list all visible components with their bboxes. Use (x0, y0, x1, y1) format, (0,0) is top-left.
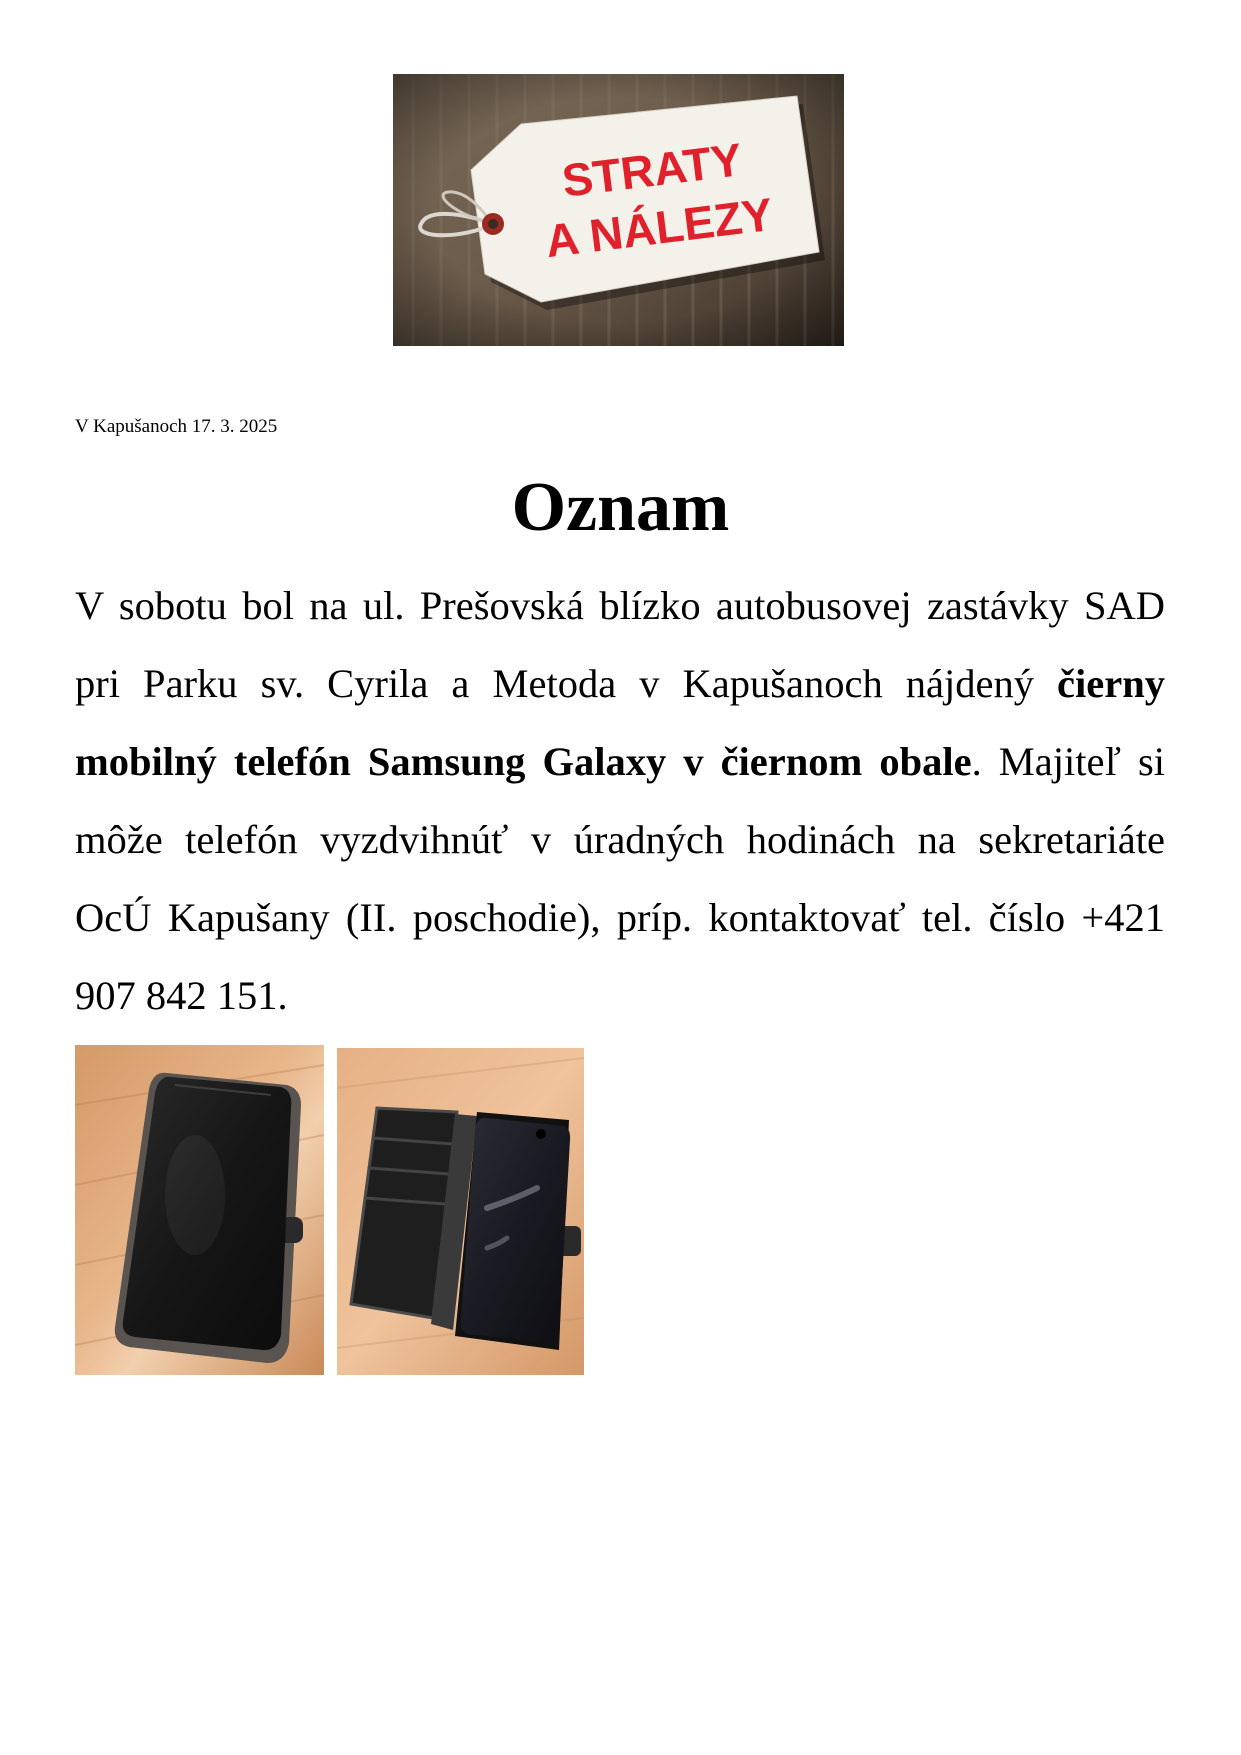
phone-photo-open (337, 1048, 584, 1375)
page-title: Oznam (511, 469, 730, 546)
lost-and-found-banner (393, 74, 844, 346)
banner-line-2: A NÁLEZY (542, 187, 776, 268)
phone-closed-case-image (75, 1045, 324, 1375)
phone-photo-closed (75, 1045, 324, 1375)
announcement-text (75, 567, 1165, 1035)
phone-open-case-image (337, 1048, 584, 1375)
announcement-item-description: čierny mobilný telefón Samsung Galaxy v čiernom obale (75, 661, 1165, 784)
dateline: V Kapušanoch 17. 3. 2025 (75, 416, 278, 437)
banner-line-1: STRATY (559, 133, 745, 207)
banner-graphic (393, 74, 844, 346)
announcement-text-part-1: V sobotu bol na ul. Prešovská blízko autobusovej zastávky SAD pri Parku sv. Cyrila a Metoda v Kapušanoch nájdený (75, 583, 1165, 706)
announcement-text-part-2: . Majiteľ si môže telefón vyzdvihnúť v úradných hodinách na sekretariáte OcÚ Kapušany (II. poschodie), príp. kontaktovať tel. číslo +421 907 842 151. (75, 739, 1165, 1018)
